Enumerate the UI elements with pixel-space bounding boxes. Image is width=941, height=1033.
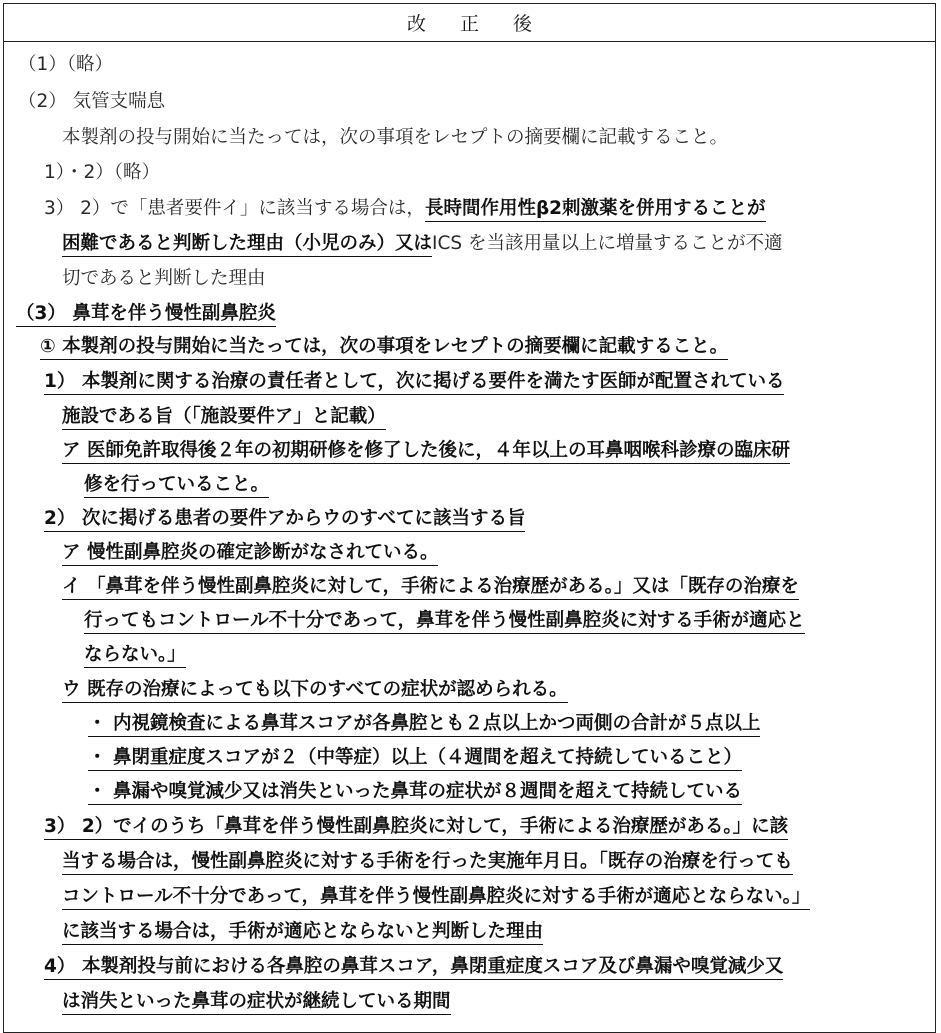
- text-line: 困難であると判断した理由（小児のみ）又はICS を当該用量以上に増量することが不適: [62, 232, 783, 256]
- text-line: ならない。」: [84, 643, 186, 667]
- text-line: （1）（略）: [18, 54, 114, 75]
- text-line: 切であると判断した理由: [62, 268, 266, 289]
- header-title: 改 正 後: [406, 13, 547, 35]
- text-line: イ 「鼻茸を伴う慢性副鼻腔炎に対して，手術による治療歴がある。」又は「既存の治療を: [62, 575, 799, 599]
- bullet-item: ・ 内視鏡検査による鼻茸スコアが各鼻腔とも２点以上かつ両側の合計が５点以上: [88, 712, 760, 736]
- document-frame: [3, 3, 936, 1033]
- text-line: コントロール不十分であって，鼻茸を伴う慢性副鼻腔炎に対する手術が適応とならない。」: [62, 885, 810, 909]
- text-line: ウ 既存の治療によっても以下のすべての症状が認められる。: [62, 678, 568, 702]
- text-line: 4） 本製剤投与前における各鼻腔の鼻茸スコア，鼻閉重症度スコア及び鼻漏や嗅覚減少又: [44, 955, 783, 979]
- text-line: 当する場合は，慢性副鼻腔炎に対する手術を行った実施年月日。「既存の治療を行っても: [62, 850, 793, 874]
- text-line: 行ってもコントロール不十分であって，鼻茸を伴う慢性副鼻腔炎に対する手術が適応と: [84, 609, 805, 633]
- bullet-item: ・ 鼻閉重症度スコアが２（中等症）以上（４週間を超えて持続していること）: [88, 746, 742, 770]
- text-line: 2） 次に掲げる患者の要件アからウのすべてに該当する旨: [44, 507, 525, 531]
- text-line: 3） 2）で「患者要件イ」に該当する場合は，長時間作用性β2刺激薬を併用することが: [44, 197, 766, 221]
- text-line: ① 本製剤の投与開始に当たっては，次の事項をレセプトの摘要欄に記載すること。: [40, 335, 728, 359]
- text-line: に該当する場合は，手術が適応とならないと判断した理由: [62, 920, 543, 944]
- section-heading: （3） 鼻茸を伴う慢性副鼻腔炎: [16, 302, 276, 326]
- text-line: 本製剤の投与開始に当たっては，次の事項をレセプトの摘要欄に記載すること。: [62, 127, 729, 148]
- text-line: ア 医師免許取得後２年の初期研修を修了した後に，４年以上の耳鼻咽喉科診療の臨床研: [62, 439, 790, 463]
- column-header: [4, 4, 935, 42]
- text-line: ア 慢性副鼻腔炎の確定診断がなされている。: [62, 541, 438, 565]
- text-line: （2） 気管支喘息: [18, 91, 166, 112]
- text-line: 1）・2）（略）: [44, 162, 161, 183]
- text-line: は消失といった鼻茸の症状が継続している期間: [62, 990, 451, 1014]
- text-line: 1） 本製剤に関する治療の責任者として，次に掲げる要件を満たす医師が配置されている: [44, 370, 784, 394]
- bullet-item: ・ 鼻漏や嗅覚減少又は消失といった鼻茸の症状が８週間を超えて持続している: [88, 780, 742, 804]
- text-line: 3） 2）でイのうち「鼻茸を伴う慢性副鼻腔炎に対して，手術による治療歴がある。」に該: [44, 815, 788, 839]
- text-line: 施設である旨（「施設要件ア」と記載）: [62, 405, 386, 429]
- text-line: 修を行っていること。: [84, 473, 269, 497]
